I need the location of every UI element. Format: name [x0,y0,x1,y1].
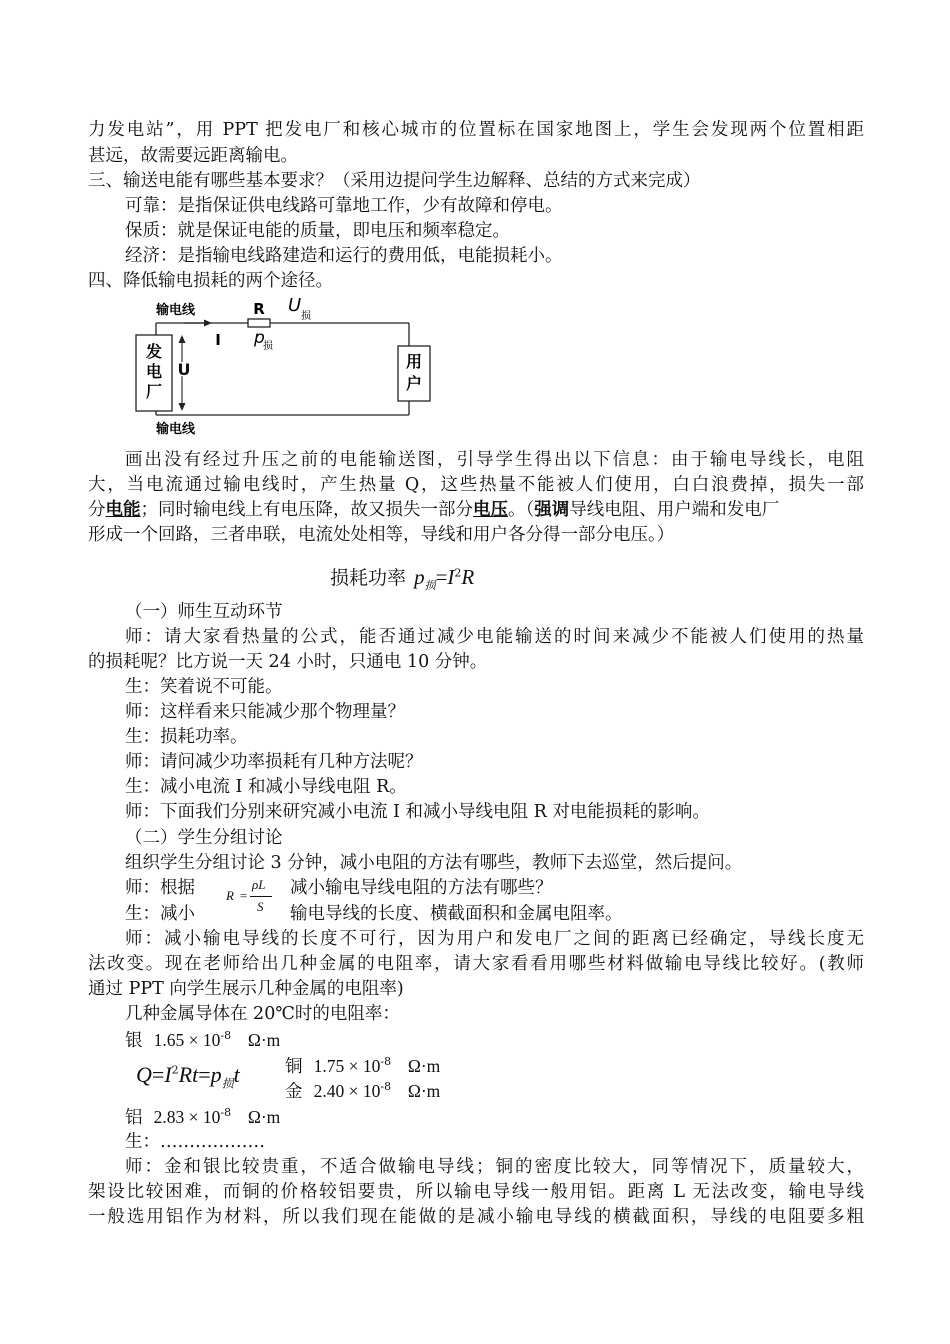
power-loss-label: p [254,328,265,348]
formula-eq2: = [198,1062,211,1087]
formula-label: 损耗功率 [330,567,407,589]
text-line: 甚远，故需要远距离输电。 [88,146,298,166]
dialogue-line: 生：笑着说不可能。 [125,677,283,697]
formula-p: p [210,1062,222,1087]
text-line: 通过 PPT 向学生展示几种金属的电阻率) [88,979,404,999]
voltage-arrow-up-icon [179,335,186,343]
text-line: 法改变。现在老师给出几种金属的电阻率，请大家看看用哪些材料做输电导线比较好。(教师 [88,954,864,974]
text-line: 可靠：是指保证供电线路可靠地工作，少有故障和停电。 [125,196,563,216]
current-label: I [215,331,221,349]
text-line: 经济：是指输电线路建造和运行的费用低，电能损耗小。 [125,246,563,266]
user-label-2: 户 [405,374,423,393]
voltage-loss-label: U [288,295,302,316]
text-span: 分 [88,500,106,520]
text-line: 几种金属导体在 20℃时的电阻率： [125,1004,400,1024]
plant-label-1: 发 [145,342,163,361]
dialogue-line: 生：减小 [125,904,195,924]
metal-exp: -8 [220,1029,232,1043]
metal-row-gold [285,1079,440,1104]
resistor-symbol [248,319,270,327]
dialogue-line: 师：减小输电导线的长度不可行，因为用户和发电厂之间的距离已经确定，导线长度无 [125,929,864,949]
emphasis-stress: 强调 [534,500,570,520]
dialogue-line: 输电导线的长度、横截面积和金属电阻率。 [290,904,623,924]
metal-unit: Ω·m [247,1107,281,1127]
text-line: 大，当电流通过输电线时，产生热量 Q，这些热量不能被人们使用，白白浪费掉，损失一部 [88,475,864,495]
text-line: 形成一个回路，三者串联，电流处处相等，导线和用户各分得一部分电压。） [88,525,675,545]
dialogue-line: 减小输电导线电阻的方法有哪些？ [290,878,553,898]
formula-p: p [414,565,425,589]
formula-i: I [447,565,455,589]
plant-label-2: 电 [145,362,163,381]
metal-value: 2.83 × 10 [153,1107,221,1127]
metal-name: 金 [285,1082,303,1102]
dialogue-line: 生：损耗功率。 [125,727,248,747]
metal-row-silver [125,1028,280,1053]
formula-p-sub: 损 [424,579,436,592]
dialogue-line: 师：下面我们分别来研究减小电流 I 和减小导线电阻 R 对电能损耗的影响。 [125,802,710,822]
metal-exp: -8 [220,1106,232,1120]
emphasis-voltage: 电压 [473,500,508,520]
dialogue-line: 生：……………… [125,1132,265,1152]
subsection-heading-1: （一）师生互动环节 [125,602,283,622]
text-line: 画出没有经过升压之前的电能输送图，引导学生得出以下信息：由于输电导线长，电阻 [125,450,864,470]
formula-q: Q [136,1062,152,1087]
section-heading-3: 三、输送电能有哪些基本要求？（采用边提问学生边解释、总结的方式来完成） [88,171,701,191]
emphasis-electric-energy: 电能 [105,500,141,520]
formula-numerator: ρL [252,877,266,892]
voltage-loss-sub: 损 [301,311,311,322]
voltage-label: U [177,360,191,379]
formula-eq: = [239,888,248,903]
text-span: ；同时输电线上有电压降，故又损失一部分 [140,500,473,520]
formula-sup: 2 [454,566,462,580]
voltage-arrow-down-icon [179,403,186,411]
formula-r: R [226,888,234,903]
resistor-label: R [253,300,265,318]
fraction-bar [250,896,272,897]
top-wire-label: 输电线 [156,303,196,318]
text-line: 架设比较困难，而铜的价格较铝要贵，所以输电导线一般用铝。距离 L 无法改变，输电导线 [88,1182,864,1202]
current-arrow-icon [204,320,212,327]
loss-power-formula [330,565,474,590]
power-loss-sub: 损 [263,341,273,352]
metal-exp: -8 [380,1055,392,1069]
metal-unit: Ω·m [407,1056,441,1076]
plant-label-3: 厂 [145,382,163,401]
metal-value: 1.65 × 10 [153,1030,221,1050]
metal-exp: -8 [380,1080,392,1094]
text-line: 保质：就是保证电能的质量，即电压和频率稳定。 [125,221,510,241]
dialogue-line: 的损耗呢？比方说一天 24 小时，只通电 10 分钟。 [88,652,488,672]
section-heading-4: 四、降低输电损耗的两个途径。 [88,271,333,291]
metal-value: 1.75 × 10 [313,1056,381,1076]
text-line: 一般选用铝作为材料，所以我们现在能做的是减小输电导线的横截面积，导线的电阻要多粗 [88,1207,864,1227]
formula-rt: Rt [178,1062,199,1087]
text-span: 导线电阻、用户端和发电厂 [569,500,780,520]
text-line: 力发电站”，用 PPT 把发电厂和核心城市的位置标在国家地图上，学生会发现两个位置相距 [88,120,864,140]
formula-r: R [461,565,475,589]
formula-eq: = [151,1062,165,1087]
power-transmission-diagram [120,293,440,443]
dialogue-line: 师：请大家看热量的公式，能否通过减少电能输送的时间来减少不能被人们使用的热量 [125,627,864,647]
user-label-1: 用 [405,352,423,371]
text-line: 组织学生分组讨论 3 分钟，减小电阻的方法有哪些，教师下去巡堂，然后提问。 [125,853,743,873]
metal-row-copper [285,1054,440,1079]
metal-name: 铝 [125,1108,143,1128]
heat-formula [136,1062,240,1089]
metal-row-aluminium [125,1105,280,1130]
formula-p-sub: 损 [221,1076,234,1091]
dialogue-line: 师：金和银比较贵重，不适合做输电导线；铜的密度比较大，同等情况下，质量较大， [125,1157,864,1177]
text-line-mixed [88,498,779,522]
metal-value: 2.40 × 10 [313,1081,381,1101]
formula-eq: = [435,565,448,589]
metal-name: 铜 [285,1057,303,1077]
metal-unit: Ω·m [407,1081,441,1101]
dialogue-line: 师：这样看来只能减少那个物理量？ [125,702,405,722]
subsection-heading-2: （二）学生分组讨论 [125,828,283,848]
formula-denominator: S [257,899,264,914]
metal-name: 银 [125,1031,143,1051]
dialogue-line: 师：根据 [125,878,195,898]
metal-unit: Ω·m [247,1030,281,1050]
formula-sup: 2 [171,1063,179,1077]
dialogue-line: 生：减小电流 I 和减小导线电阻 R。 [125,777,407,797]
formula-i: I [164,1062,172,1087]
bottom-wire-label: 输电线 [156,422,196,437]
formula-t: t [233,1062,240,1087]
text-span: 。（ [508,500,535,520]
dialogue-line: 师：请问减少功率损耗有几种方法呢？ [125,752,423,772]
